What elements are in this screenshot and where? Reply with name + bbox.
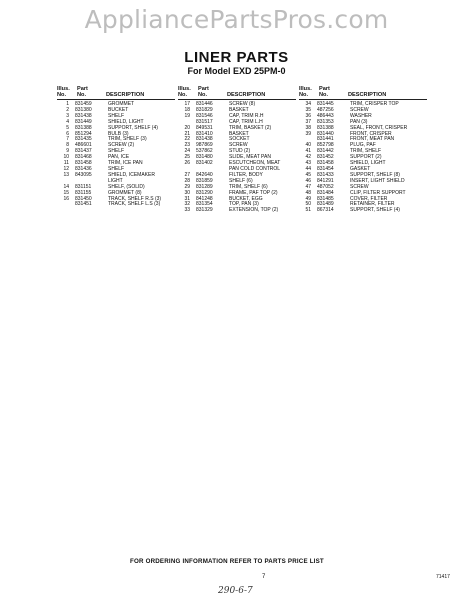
part-number: 537862 xyxy=(196,148,213,155)
part-description: FRONT, CRISPER xyxy=(350,130,392,137)
part-description: GROMMET (8) xyxy=(108,189,142,196)
part-description: CLIP, FILTER SUPPORT xyxy=(350,189,406,196)
illus-number: 11 xyxy=(63,160,69,167)
illus-number: 36 xyxy=(305,112,311,119)
part-number: 831438 xyxy=(75,112,92,119)
illus-number: 15 xyxy=(63,189,69,196)
illus-number: 21 xyxy=(184,130,190,137)
part-number: 831290 xyxy=(196,189,213,196)
illus-number: 39 xyxy=(305,130,311,137)
header-part: Part xyxy=(77,86,88,92)
part-description: SHELF, (SOLID) xyxy=(108,183,145,190)
part-description: SHELF xyxy=(108,112,125,119)
part-number: 867314 xyxy=(317,207,334,214)
part-number: 987869 xyxy=(196,142,213,149)
illus-number: 19 xyxy=(184,112,190,119)
illus-number: 32 xyxy=(184,201,190,208)
part-description: GROMMET xyxy=(108,101,135,107)
part-description: TRIM, BASKET (2) xyxy=(229,124,272,131)
header-no: No. xyxy=(57,92,67,98)
part-number: 831446 xyxy=(196,101,213,107)
column-header-row xyxy=(299,92,427,100)
part-description: SUPPORT, SHELF (8) xyxy=(350,171,400,178)
illus-number: 27 xyxy=(184,171,190,178)
header-part-no: No. xyxy=(319,92,329,98)
part-description: LIGHT xyxy=(108,177,123,184)
illus-number: 30 xyxy=(184,189,190,196)
illus-number: 26 xyxy=(184,160,190,167)
ordering-footer: FOR ORDERING INFORMATION REFER TO PARTS PRICE LIST xyxy=(130,558,324,565)
illus-number: 33 xyxy=(184,207,190,214)
part-description: SCREW xyxy=(350,106,369,113)
illus-number: 16 xyxy=(63,195,69,202)
part-number: 842640 xyxy=(196,171,213,178)
part-number: 831410 xyxy=(196,130,213,137)
part-number: 831451 xyxy=(75,201,92,208)
part-number: 849531 xyxy=(196,124,213,131)
part-number: 831441 xyxy=(317,136,334,143)
part-description: SHIELD, LIGHT xyxy=(108,118,144,125)
part-description: SCREW (2) xyxy=(108,142,135,149)
part-number: 852798 xyxy=(317,142,334,149)
illus-number: 6 xyxy=(66,130,69,137)
illus-number: 51 xyxy=(305,207,311,214)
part-description: EXTENSION, TOP (2) xyxy=(229,207,279,214)
part-description: SUPPORT, SHELF (4) xyxy=(108,124,158,131)
part-number: 831450 xyxy=(75,195,92,202)
part-number: 831435 xyxy=(75,136,92,143)
illus-number: 23 xyxy=(184,142,190,149)
illus-number: 17 xyxy=(184,101,190,107)
part-description: SHELF xyxy=(108,148,125,155)
part-number: 831388 xyxy=(317,124,334,131)
part-description: PLUG, PAF xyxy=(350,142,376,149)
parts-column-3 xyxy=(299,86,427,214)
part-number: 841248 xyxy=(196,195,213,202)
illus-number: 5 xyxy=(66,124,69,131)
part-description: BASKET xyxy=(229,130,249,137)
watermark: AppliancePartsPros.com xyxy=(84,5,389,34)
part-description: SHELF (6) xyxy=(229,177,253,184)
part-description: FILTER, BODY xyxy=(229,171,263,178)
illus-number: 45 xyxy=(305,171,311,178)
part-number: 831436 xyxy=(75,165,92,172)
illus-number: 38 xyxy=(305,124,311,131)
parts-column-1 xyxy=(57,86,175,208)
part-number: 831353 xyxy=(317,118,334,125)
illus-number: 12 xyxy=(63,165,69,172)
part-number: 486601 xyxy=(75,142,92,149)
handwritten-note: 290-6-7 xyxy=(218,586,253,596)
illus-number: 50 xyxy=(305,201,311,208)
header-part: Part xyxy=(319,86,330,92)
part-number: 831517 xyxy=(196,118,213,125)
part-description: SCREW xyxy=(229,142,248,149)
part-description: TRIM, SHELF (6) xyxy=(229,183,268,190)
part-description: PAN COLD CONTROL xyxy=(229,165,281,172)
part-description: ESCUTCHEON, MEAT xyxy=(229,160,281,167)
part-description: TRACK, SHELF L.S (3) xyxy=(108,201,161,208)
illus-number: 34 xyxy=(305,101,311,107)
illus-number xyxy=(57,202,69,208)
page-number: 7 xyxy=(262,574,266,580)
column-header-row xyxy=(178,92,296,100)
part-description: SLIDE, MEAT PAN xyxy=(229,154,271,161)
part-description: BASKET xyxy=(229,106,249,113)
part-number: 831437 xyxy=(75,148,92,155)
header-part-no: No. xyxy=(198,92,208,98)
illus-number: 22 xyxy=(184,136,190,143)
part-description: INSERT, LIGHT SHIELD xyxy=(350,177,405,184)
part-number: 831484 xyxy=(317,189,334,196)
illus-number: 44 xyxy=(305,165,311,172)
part-number: 831459 xyxy=(75,101,92,107)
part-number: 831155 xyxy=(75,189,92,196)
part-number: 831458 xyxy=(317,160,334,167)
header-part-no: No. xyxy=(77,92,87,98)
part-number: 487052 xyxy=(317,183,334,190)
part-number: 831440 xyxy=(317,130,334,137)
illus-number: 29 xyxy=(184,183,190,190)
part-description: BUCKET xyxy=(108,106,129,113)
header-part: Part xyxy=(198,86,209,92)
part-number: 831859 xyxy=(196,177,213,184)
illus-number: 2 xyxy=(66,106,69,113)
illus-number: 40 xyxy=(305,142,311,149)
part-number: 831289 xyxy=(196,183,213,190)
part-description: PAN (3) xyxy=(350,118,368,125)
illus-number: 24 xyxy=(184,148,190,155)
illus-number: 20 xyxy=(184,124,190,131)
illus-number: 43 xyxy=(305,160,311,167)
illus-number: 1 xyxy=(66,101,69,107)
part-description: SHELF xyxy=(108,165,125,172)
part-number: 831151 xyxy=(75,183,92,190)
part-description: SUPPORT, SHELF (4) xyxy=(350,207,400,214)
part-number: 831445 xyxy=(317,101,334,107)
illus-number: 35 xyxy=(305,106,311,113)
part-number: 831354 xyxy=(196,201,213,208)
part-description: SCREW xyxy=(350,183,369,190)
illus-number: 10 xyxy=(63,154,69,161)
illus-number: 18 xyxy=(184,106,190,113)
part-number: 486443 xyxy=(317,112,334,119)
part-description: CAP, TRIM L.H xyxy=(229,118,263,125)
parts-column-2 xyxy=(178,86,296,214)
illus-number: 31 xyxy=(184,195,190,202)
part-description: SUPPORT (2) xyxy=(350,154,382,161)
illus-number: 25 xyxy=(184,154,190,161)
header-no: No. xyxy=(299,92,309,98)
part-description: FRONT, MEAT PAN xyxy=(350,136,395,143)
illus-number: 13 xyxy=(63,171,69,178)
part-description: TOP, PAN (3) xyxy=(229,201,259,208)
illus-number: 37 xyxy=(305,118,311,125)
part-description: SOCKET xyxy=(229,136,250,143)
header-illus: Illus. xyxy=(178,86,191,92)
header-illus: Illus. xyxy=(57,86,70,92)
part-description: TRIM, SHELF (3) xyxy=(108,136,147,143)
header-illus: Illus. xyxy=(299,86,312,92)
part-row xyxy=(299,208,427,214)
part-description: STUD (2) xyxy=(229,148,251,155)
header-no: No. xyxy=(178,92,188,98)
header-description: DESCRIPTION xyxy=(348,92,387,98)
part-description: TRIM, CRISPER TOP xyxy=(350,101,399,107)
part-number: 831442 xyxy=(317,148,334,155)
part-number: 831480 xyxy=(196,154,213,161)
part-description: TRIM, SHELF xyxy=(350,148,382,155)
part-number: 841291 xyxy=(317,177,334,184)
part-description: COVER, FILTER xyxy=(350,195,388,202)
part-number: 831452 xyxy=(317,154,334,161)
document-code: 71417 xyxy=(436,574,450,580)
part-description: TRACK, SHELF R.S (3) xyxy=(108,195,162,202)
part-row xyxy=(57,202,175,208)
part-number: 831458 xyxy=(75,160,92,167)
illus-number: 3 xyxy=(66,112,69,119)
illus-number: 42 xyxy=(305,154,311,161)
part-description: BUCKET, EGG xyxy=(229,195,263,202)
illus-number: 14 xyxy=(63,183,69,190)
column-header-row xyxy=(57,92,175,100)
illus-number: 28 xyxy=(184,177,190,184)
illus-number: 9 xyxy=(66,148,69,155)
part-number: 831388 xyxy=(75,124,92,131)
illus-number: 48 xyxy=(305,189,311,196)
part-number: 831485 xyxy=(317,195,334,202)
model-subtitle: For Model EXD 25PM-0 xyxy=(187,66,286,76)
illus-number: 8 xyxy=(66,142,69,149)
part-description: GASKET xyxy=(350,165,371,172)
part-number: 831829 xyxy=(196,106,213,113)
part-number: 831449 xyxy=(75,118,92,125)
part-number: 831433 xyxy=(317,171,334,178)
illus-number: 7 xyxy=(66,136,69,143)
part-description: CAP, TRIM R.H xyxy=(229,112,264,119)
illus-number: 46 xyxy=(305,177,311,184)
part-description: SCREW (8) xyxy=(229,101,256,107)
part-number: 831454 xyxy=(317,165,334,172)
part-number: 831438 xyxy=(196,136,213,143)
part-description: SEAL, FRONT, CRISPER xyxy=(350,124,408,131)
part-number: 851294 xyxy=(75,130,92,137)
part-description: PAN, ICE xyxy=(108,154,130,161)
illus-number: 47 xyxy=(305,183,311,190)
header-description: DESCRIPTION xyxy=(227,92,266,98)
part-number: 831546 xyxy=(196,112,213,119)
header-description: DESCRIPTION xyxy=(106,92,145,98)
page-title: LINER PARTS xyxy=(184,49,289,66)
part-number: 831468 xyxy=(75,154,92,161)
part-description: FRAME, PAF TOP (2) xyxy=(229,189,278,196)
part-row xyxy=(178,208,296,214)
illus-number: 41 xyxy=(305,148,311,155)
part-number: 831489 xyxy=(317,201,334,208)
part-description: BULB (3) xyxy=(108,130,129,137)
part-description: SHIELD, LIGHT xyxy=(350,160,386,167)
part-description: WASHER xyxy=(350,112,372,119)
illus-number: 49 xyxy=(305,195,311,202)
part-number: 831329 xyxy=(196,207,213,214)
part-number: 831380 xyxy=(75,106,92,113)
part-description: RETAINER, FILTER xyxy=(350,201,395,208)
part-number: 487256 xyxy=(317,106,334,113)
illus-number: 4 xyxy=(66,118,69,125)
part-number: 843095 xyxy=(75,171,92,178)
part-description: SHIELD, ICEMAKER xyxy=(108,171,155,178)
part-number: 831402 xyxy=(196,160,213,167)
part-description: TRIM, ICE PAN xyxy=(108,160,143,167)
